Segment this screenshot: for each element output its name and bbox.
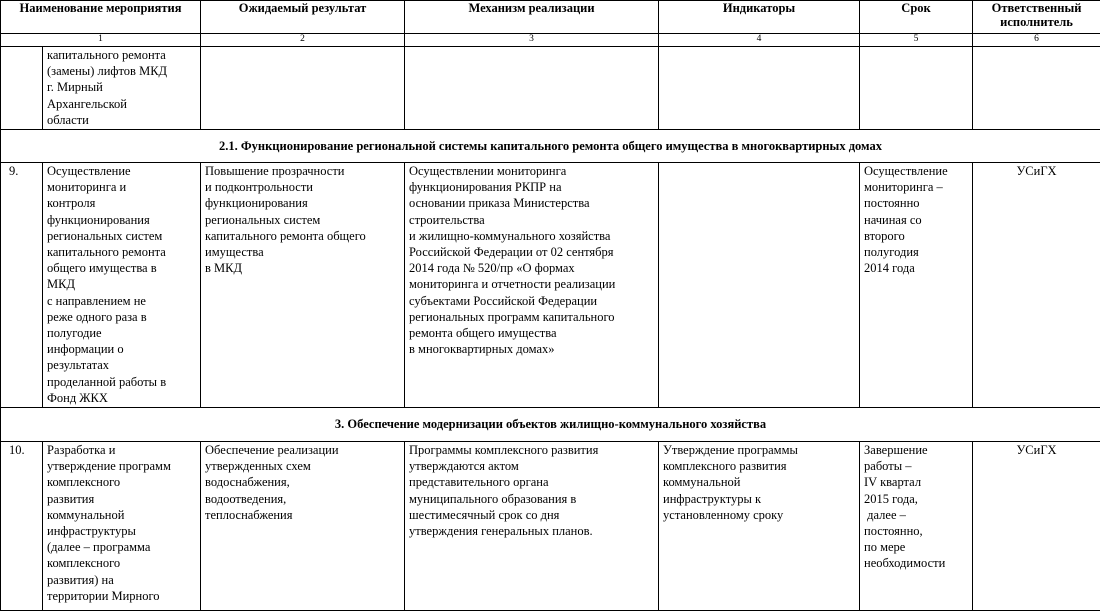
column-number: 5 xyxy=(860,34,973,47)
row-number: 9. xyxy=(1,163,43,408)
term: Осуществление мониторинга – постоянно начиная со второго полугодия 2014 года xyxy=(860,163,973,408)
header-indicators: Индикаторы xyxy=(659,1,860,34)
section-heading-2-1 xyxy=(1,130,1100,163)
table-row-continued xyxy=(1,47,1100,130)
indicators xyxy=(659,163,860,408)
header-mechanism: Механизм реализации xyxy=(405,1,659,34)
header-result: Ожидаемый результат xyxy=(201,1,405,34)
header-name: Наименование мероприятия xyxy=(1,1,201,34)
term: Завершение работы – IV квартал 2015 года, далее – постоянно, по мере необходимости xyxy=(860,442,973,611)
expected-result: Повышение прозрачности и подконтрольности функционирования региональных систем капитального ремонта общего имущества в МКД xyxy=(201,163,405,408)
column-number: 3 xyxy=(405,34,659,47)
executor xyxy=(973,47,1100,130)
indicators xyxy=(659,47,860,130)
column-number-row xyxy=(1,34,1100,47)
section-title: 2.1. Функционирование региональной системы капитального ремонта общего имущества в многоквартирных домах xyxy=(1,130,1100,163)
header-executor: Ответственный исполнитель xyxy=(973,1,1100,34)
column-number: 6 xyxy=(973,34,1100,47)
mechanism: Осуществлении мониторинга функционирования РКПР на основании приказа Министерства строительства и жилищно-коммунального хозяйства Российской Федерации от 02 сентября 2014 года № 520/пр «О формах мониторинга и отчетности реализации субъектами Российской Федерации региональных программ капитального ремонта общего имущества в многоквартирных домах» xyxy=(405,163,659,408)
section-heading-3 xyxy=(1,408,1100,442)
table-row-10 xyxy=(1,442,1100,611)
term xyxy=(860,47,973,130)
expected-result: Обеспечение реализации утвержденных схем водоснабжения, водоотведения, теплоснабжения xyxy=(201,442,405,611)
row-number xyxy=(1,47,43,130)
column-number: 2 xyxy=(201,34,405,47)
header-term: Срок xyxy=(860,1,973,34)
executor: УСиГХ xyxy=(973,442,1100,611)
expected-result xyxy=(201,47,405,130)
mechanism: Программы комплексного развития утверждаются актом представительного органа муниципального образования в шестимесячный срок со дня утверждения генеральных планов. xyxy=(405,442,659,611)
column-number: 1 xyxy=(1,34,201,47)
mechanism xyxy=(405,47,659,130)
column-number: 4 xyxy=(659,34,860,47)
activity-name: капитального ремонта (замены) лифтов МКД г. Мирный Архангельской области xyxy=(43,47,201,130)
row-number: 10. xyxy=(1,442,43,611)
header-row xyxy=(1,1,1100,34)
section-title: 3. Обеспечение модернизации объектов жилищно-коммунального хозяйства xyxy=(1,408,1100,442)
activity-name: Разработка и утверждение программ комплексного развития коммунальной инфраструктуры (далее – программа комплексного развития) на территории Мирного xyxy=(43,442,201,611)
executor: УСиГХ xyxy=(973,163,1100,408)
indicators: Утверждение программы комплексного развития коммунальной инфраструктуры к установленному сроку xyxy=(659,442,860,611)
activity-name: Осуществление мониторинга и контроля функционирования региональных систем капитального ремонта общего имущества в МКД с направлением не реже одного раза в полугодие информации о результатах проделанной работы в Фонд ЖКХ xyxy=(43,163,201,408)
table-row-9 xyxy=(1,163,1100,408)
